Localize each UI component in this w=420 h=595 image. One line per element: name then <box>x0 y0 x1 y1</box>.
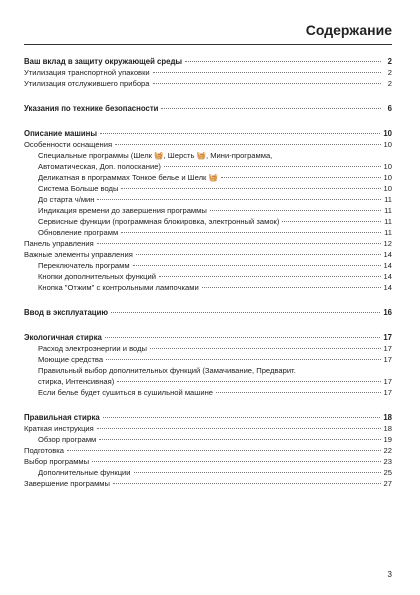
toc-entry-text: Утилизация отслужившего прибора <box>24 79 150 88</box>
page-title: Содержание <box>305 22 392 38</box>
toc-page-number: 14 <box>383 283 392 292</box>
dot-leader <box>105 337 381 338</box>
toc-entry-text: Дополнительные функции <box>38 468 131 477</box>
toc-entry[interactable] <box>24 216 392 227</box>
toc-entry-text: Если белье будет сушиться в сушильной машине <box>38 388 214 397</box>
toc-section-heading[interactable] <box>24 128 392 139</box>
toc-section-heading[interactable] <box>24 307 392 318</box>
table-of-contents <box>24 56 392 503</box>
toc-entry-text: Утилизация транспортной упаковки <box>24 68 150 77</box>
dot-leader <box>100 133 380 134</box>
toc-entry-text: Правильная стирка <box>24 413 100 422</box>
toc-page-number: 14 <box>383 272 392 281</box>
toc-page-number: 2 <box>387 57 392 66</box>
toc-entry[interactable] <box>24 445 392 456</box>
toc-page-number: 19 <box>383 435 392 444</box>
toc-page-number: 11 <box>384 228 392 237</box>
toc-page-number: 17 <box>383 344 392 353</box>
toc-entry-text: Специальные программы (Шелк 🧺, Шерсть 🧺, Мини-программа, <box>38 151 273 160</box>
toc-section-heading[interactable] <box>24 412 392 423</box>
toc-page-number: 10 <box>383 173 392 182</box>
dot-leader <box>202 287 381 288</box>
dot-leader <box>150 348 381 349</box>
dot-leader <box>161 108 381 109</box>
toc-entry-text: Моющие средства <box>38 355 104 364</box>
toc-entry[interactable] <box>24 271 392 282</box>
toc-entry[interactable] <box>24 434 392 445</box>
toc-entry[interactable] <box>24 282 392 293</box>
toc-page-number: 18 <box>383 424 392 433</box>
toc-entry[interactable] <box>24 172 392 183</box>
dot-leader <box>210 210 381 211</box>
toc-page-number: 6 <box>387 104 392 113</box>
toc-section-heading[interactable] <box>24 56 392 67</box>
toc-entry-text: Обзор программ <box>38 435 97 444</box>
dot-leader <box>221 177 381 178</box>
toc-page-number: 17 <box>383 388 392 397</box>
dot-leader <box>97 428 381 429</box>
toc-entry-text: До старта ч/мин <box>38 195 95 204</box>
toc-entry[interactable] <box>24 365 392 387</box>
toc-entry[interactable] <box>24 387 392 398</box>
toc-entry-text: стирка, Интенсивная) <box>38 377 115 386</box>
toc-entry[interactable] <box>24 67 392 78</box>
page-number: 3 <box>387 570 392 579</box>
toc-section <box>24 332 392 398</box>
toc-page-number: 14 <box>383 250 392 259</box>
toc-entry[interactable] <box>24 227 392 238</box>
toc-entry[interactable] <box>24 150 392 172</box>
toc-entry[interactable] <box>24 194 392 205</box>
toc-entry-text: Автоматическая, Доп. полоскание) <box>38 162 161 171</box>
toc-section <box>24 307 392 318</box>
dot-leader <box>113 483 381 484</box>
toc-entry-text: Экологичная стирка <box>24 333 102 342</box>
dot-leader <box>153 72 381 73</box>
toc-entry[interactable] <box>24 343 392 354</box>
dot-leader <box>92 461 380 462</box>
toc-page-number: 11 <box>384 217 392 226</box>
toc-entry-text: Система Больше воды <box>38 184 119 193</box>
toc-page-number: 2 <box>387 79 392 88</box>
dot-leader <box>121 232 381 233</box>
toc-page-number: 16 <box>383 308 392 317</box>
toc-entry-text: Сервисные функции (программная блокировка, электронный замок) <box>38 217 280 226</box>
dot-leader <box>97 199 381 200</box>
dot-leader <box>121 188 380 189</box>
toc-section <box>24 412 392 489</box>
toc-entry-text: Выбор программы <box>24 457 90 466</box>
dot-leader <box>99 439 380 440</box>
toc-entry-text: Подготовка <box>24 446 64 455</box>
dot-leader <box>216 392 381 393</box>
dot-leader <box>67 450 381 451</box>
toc-entry-text: Описание машины <box>24 129 98 138</box>
toc-section <box>24 56 392 89</box>
toc-entry-text: Завершение программы <box>24 479 110 488</box>
toc-entry-text: Деликатная в программах Тонкое белье и Шелк 🧺 <box>38 173 218 182</box>
toc-entry-text: Правильный выбор дополнительных функций (Замачивание, Предварит. <box>38 366 296 375</box>
toc-entry-text: Индикация времени до завершения программы <box>38 206 207 215</box>
toc-page-number: 10 <box>383 129 392 138</box>
toc-entry[interactable] <box>24 456 392 467</box>
toc-entry-text: Кнопка "Отжим" с контрольными лампочками <box>38 283 199 292</box>
dot-leader <box>153 83 382 84</box>
toc-section <box>24 103 392 114</box>
toc-entry-text: Ваш вклад в защиту окружающей среды <box>24 57 183 66</box>
toc-entry-text: Обновление программ <box>38 228 119 237</box>
dot-leader <box>136 254 381 255</box>
toc-page-number: 22 <box>383 446 392 455</box>
toc-entry[interactable] <box>24 238 392 249</box>
toc-entry-text: Расход электроэнергии и воды <box>38 344 147 353</box>
toc-entry[interactable] <box>24 423 392 434</box>
toc-section-heading[interactable] <box>24 103 392 114</box>
toc-page-number: 23 <box>383 457 392 466</box>
dot-leader <box>106 359 380 360</box>
dot-leader <box>115 144 380 145</box>
toc-page-number: 11 <box>384 195 392 204</box>
toc-entry-text: Важные элементы управления <box>24 250 133 259</box>
toc-page-number: 10 <box>383 140 392 149</box>
toc-entry-text: Особенности оснащения <box>24 140 113 149</box>
dot-leader <box>282 221 381 222</box>
toc-entry-text: Ввод в эксплуатацию <box>24 308 109 317</box>
dot-leader <box>185 61 381 62</box>
toc-page-number: 17 <box>383 377 392 386</box>
toc-page-number: 10 <box>383 162 392 171</box>
toc-page-number: 17 <box>383 333 392 342</box>
dot-leader <box>133 265 381 266</box>
toc-entry-text: Переключатель программ <box>38 261 130 270</box>
toc-entry[interactable] <box>24 183 392 194</box>
toc-entry-text: Указания по технике безопасности <box>24 104 159 113</box>
toc-page-number: 18 <box>383 413 392 422</box>
toc-entry[interactable] <box>24 478 392 489</box>
dot-leader <box>103 417 381 418</box>
toc-page-number: 2 <box>387 68 392 77</box>
toc-entry-text: Панель управления <box>24 239 94 248</box>
toc-page-number: 17 <box>383 355 392 364</box>
dot-leader <box>159 276 381 277</box>
dot-leader <box>97 243 381 244</box>
toc-section-heading[interactable] <box>24 332 392 343</box>
toc-entry-text: Краткая инструкция <box>24 424 94 433</box>
dot-leader <box>134 472 381 473</box>
dot-leader <box>164 166 381 167</box>
toc-entry[interactable] <box>24 139 392 150</box>
toc-page-number: 25 <box>383 468 392 477</box>
toc-entry-text: Кнопки дополнительных функций <box>38 272 156 281</box>
dot-leader <box>111 312 380 313</box>
toc-page-number: 14 <box>383 261 392 270</box>
toc-page-number: 10 <box>383 184 392 193</box>
dot-leader <box>117 381 380 382</box>
toc-page-number: 27 <box>383 479 392 488</box>
toc-entry[interactable] <box>24 467 392 478</box>
toc-entry[interactable] <box>24 205 392 216</box>
toc-entry[interactable] <box>24 260 392 271</box>
toc-entry[interactable] <box>24 249 392 260</box>
toc-entry[interactable] <box>24 354 392 365</box>
toc-section <box>24 128 392 293</box>
toc-page-number: 12 <box>383 239 392 248</box>
toc-page-number: 11 <box>384 206 392 215</box>
title-rule <box>24 44 392 45</box>
toc-entry[interactable] <box>24 78 392 89</box>
